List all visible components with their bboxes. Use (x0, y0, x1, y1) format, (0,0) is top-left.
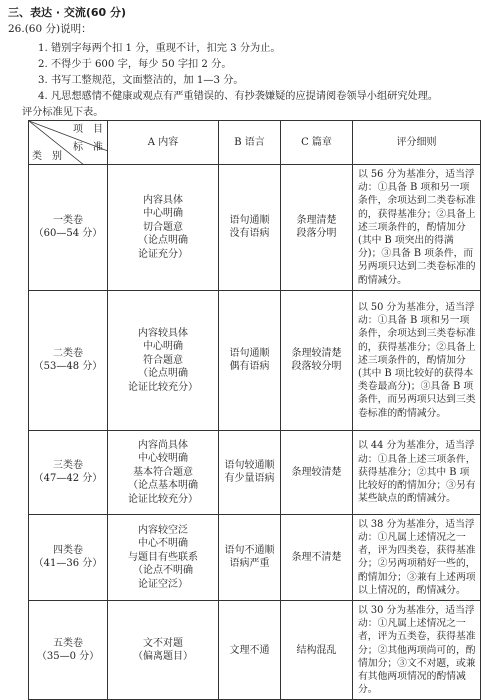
language-cell: 语句较通顺 有少量语病 (219, 430, 281, 514)
diag-category-label: 类 别 (32, 151, 62, 162)
language-cell: 文理不通 (219, 601, 281, 700)
table-row (29, 430, 481, 514)
table-row (29, 514, 481, 600)
language-cell: 语句通顺 偶有语病 (219, 290, 281, 430)
category-cell: 三类卷 （47—42 分） (29, 430, 108, 514)
rule-3: 3. 书写工整规范，文面整洁的，加 1—3 分。 (38, 75, 244, 86)
section-title: 三、表达 · 交流(60 分) (8, 6, 127, 19)
category-cell: 五类卷 （35—0 分） (29, 601, 108, 700)
structure-cell: 条理较清楚 (281, 430, 353, 514)
table-row (29, 165, 481, 291)
content-cell: 内容尚具体 中心较明确 基本符合题意 （论点基本明确 论证比较充分） (108, 430, 219, 514)
structure-cell: 条理不清楚 (281, 514, 353, 600)
structure-cell: 条理清楚 段落分明 (281, 165, 353, 291)
detail-cell: 以 44 分为基准分，适当浮动：①具备上述三项条件，获得基准分；②其中 B 项比较好的酌情加分；③另有某些缺点的酌情减分。 (353, 430, 481, 514)
table-header-row (29, 121, 481, 165)
detail-cell: 以 30 分为基准分，适当浮动：①凡属上述情况之一者，评为五类卷，获得基准分；②其他两项尚可的，酌情加分；③文不对题，或兼有其他两项情况的酌情减分。 (353, 601, 481, 700)
detail-cell: 以 50 分为基准分，适当浮动：①具备 B 项和另一项条件，余项达到三类卷标准的，获得基准分；②具备上述三项条件的，酌情加分(其中 B 项比较好的获得本类卷最高分)；③具备 B 项条件，而另两项只达到三类卷标准的酌情减分。 (353, 290, 481, 430)
col-header-language: B 语言 (219, 121, 281, 165)
col-header-structure: C 篇章 (281, 121, 353, 165)
category-cell: 二类卷 （53—48 分） (29, 290, 108, 430)
detail-cell: 以 56 分为基准分，适当浮动：①具备 B 项和另一项条件，余项达到二类卷标准的，获得基准分；②具备上述三项条件的，酌情加分(其中 B 项突出的得满分)；③具备 B 项条件，而另两项只达到二类卷标准的酌情减分。 (353, 165, 481, 291)
category-cell: 四类卷 （41—36 分） (29, 514, 108, 600)
rule-2: 2. 不得少于 600 字，每少 50 字扣 2 分。 (38, 59, 232, 70)
rule-1: 1. 错别字每两个扣 1 分，重现不计，扣完 3 分为止。 (38, 43, 281, 54)
language-cell: 语句通顺 没有语病 (219, 165, 281, 291)
standard-note: 评分标准见下表。 (22, 107, 104, 118)
diag-standard-label: 标 准 (73, 142, 103, 153)
table-row (29, 290, 481, 430)
structure-cell: 结构混乱 (281, 601, 353, 700)
question-heading: 26.(60 分)说明： (8, 23, 92, 35)
detail-cell: 以 38 分为基准分，适当浮动：①凡属上述情况之一者，评为四类卷，获得基准分；②另两项稍好一些的，酌情加分；③兼有上述两项以上情况的，酌情减分。 (353, 514, 481, 600)
language-cell: 语句不通顺 语病严重 (219, 514, 281, 600)
diag-item-label: 项 目 (73, 124, 103, 135)
content-cell: 内容较空泛 中心不明确 与题目有些联系 （论点不明确 论证空泛） (108, 514, 219, 600)
col-header-content: A 内容 (108, 121, 219, 165)
content-cell: 内容较具体 中心明确 符合题意 （论点明确 论证比较充分） (108, 290, 219, 430)
rule-4: 4. 凡思想感情不健康或观点有严重错误的、有抄袭嫌疑的应提请阅卷领导小组研究处理。 (38, 91, 439, 102)
content-cell: 内容具体 中心明确 切合题意 （论点明确 论证充分） (108, 165, 219, 291)
category-cell: 一类卷 （60—54 分） (29, 165, 108, 291)
content-cell: 文不对题 （偏离题目） (108, 601, 219, 700)
scoring-table (28, 120, 481, 700)
diagonal-header-cell (29, 121, 108, 165)
structure-cell: 条理较清楚 段落较分明 (281, 290, 353, 430)
table-row (29, 601, 481, 700)
col-header-detail: 评分细则 (353, 121, 481, 165)
